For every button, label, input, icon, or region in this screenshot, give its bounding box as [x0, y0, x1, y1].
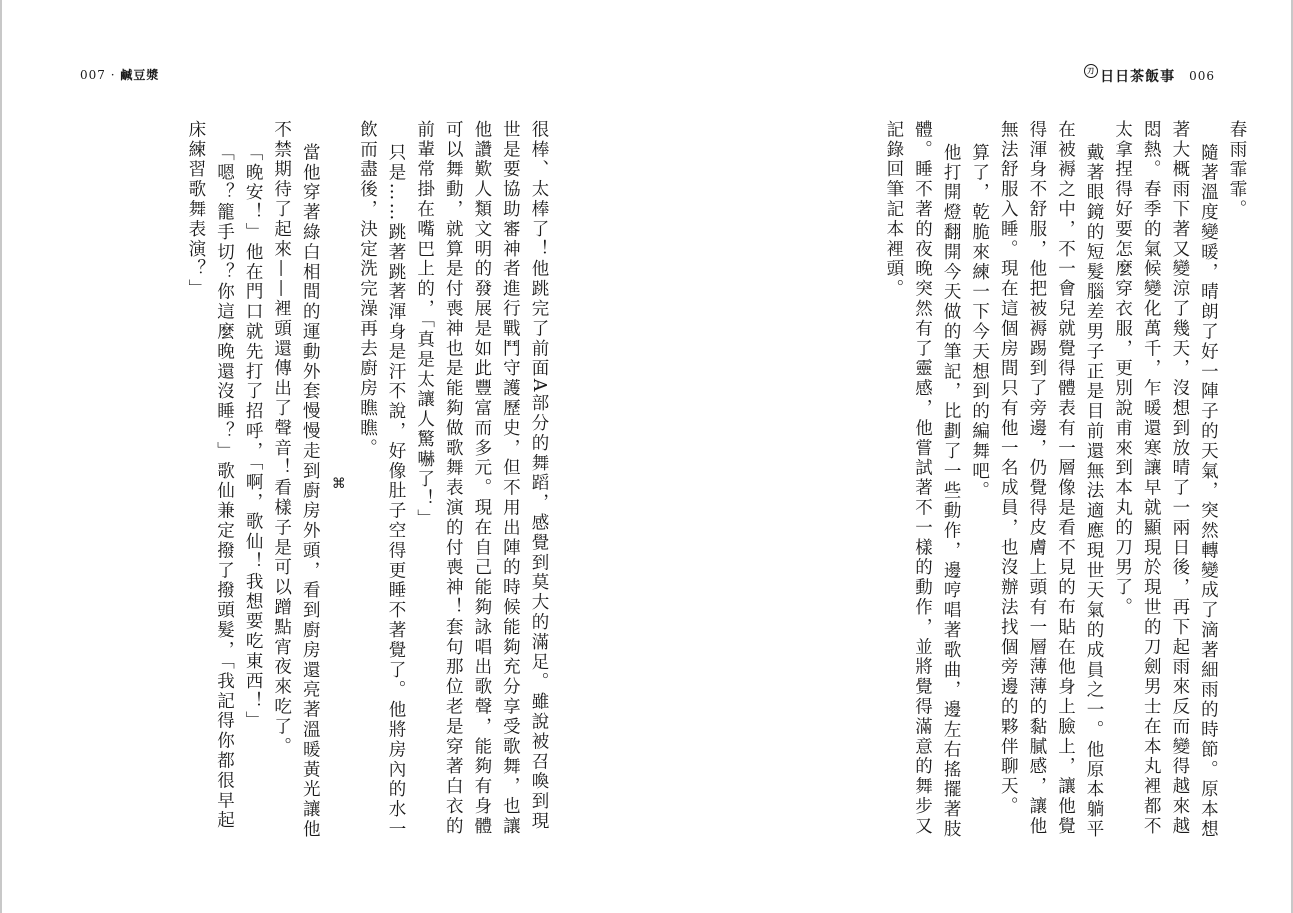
- book-logo: [1084, 66, 1175, 86]
- paragraph: 很棒、太棒了！他跳完了前面A部分的舞蹈，感覺到莫大的滿足。雖說被召喚到現世是要協助審神者進行戰鬥守護歷史，但不用出陣的時候能夠充分享受歌舞，也讓他讚歎人類文明的發展是如此豐富而多元。現在自己能夠詠唱出歌聲，能夠有身體可以舞動，就算是付喪神也是能夠做歌舞表演的付喪神！套句那位老是穿著白衣的前輩常掛在嘴巴上的，「真是太讓人驚嚇了！」: [414, 120, 549, 837]
- right-page: [646, 0, 1291, 913]
- paragraph: 「嗯？籠手切？你這麼晚還沒睡？」歌仙兼定撥了撥頭髮，「我記得你都很早起床練習歌舞表演？」: [185, 120, 235, 831]
- paragraph: 隨著溫度變暖，晴朗了好一陣子的天氣，突然轉變成了滴著細雨的時節。原本想著大概雨下著又變涼了幾天，沒想到放晴了一兩日後，再下起雨來反而變得越來越悶熱。春季的氣候變化萬千，乍暖還寒讓早就顯現於現世的刀劍男士在本丸裡都不太拿捏得好要怎麼穿衣服，更別說甫來到本丸的刀男了。: [1112, 120, 1219, 840]
- paragraph: 當他穿著綠白相間的運動外套慢慢走到廚房外頭，看到廚房還亮著溫暖黃光讓他不禁期待了起來——裡頭還傳出了聲音！看樣子是可以蹭點宵夜來吃了。: [271, 120, 321, 840]
- paragraph: 「晚安！」他在門口就先打了招呼，「啊，歌仙！我想要吃東西！」: [243, 142, 264, 731]
- header-separator: ·: [110, 68, 116, 82]
- logo-text: 日日茶飯事: [1100, 69, 1176, 85]
- paragraph: 算了，乾脆來練一下今天想到的編舞吧。: [969, 142, 990, 501]
- right-page-body: [849, 120, 1251, 850]
- left-page-header: [80, 66, 159, 83]
- right-page-header: [1084, 66, 1215, 86]
- left-page-number: 007: [80, 68, 106, 82]
- left-page: [2, 0, 645, 913]
- section-break-icon: ⌘: [330, 475, 347, 495]
- paragraph: 他打開燈翻開今天做的筆記，比劃了一些動作，邊哼唱著歌曲，邊左右搖擺著肢體。睡不著的夜晚突然有了靈感，他嘗試著不一樣的動作，並將覺得滿意的舞步又記錄回筆記本裡頭。: [883, 120, 962, 840]
- chapter-title: 鹹豆漿: [120, 68, 160, 82]
- paragraph: 只是……跳著跳著渾身是汗不說，好像肚子空得更睡不著覺了。他將房內的水一飲而盡後，決定洗完澡再去廚房瞧瞧。: [357, 120, 407, 840]
- right-page-number: 006: [1189, 69, 1215, 83]
- paragraph: 春雨霏霏。: [1227, 120, 1247, 220]
- paragraph: 戴著眼鏡的短髮腦差男子正是目前還無法適應現世天氣的成員之一。他原本躺平在被褥之中，不一會兒就覺得體表有一層像是看不見的布貼在他身上臉上，讓他覺得渾身不舒服，他把被褥踢到了旁邊，仍覺得皮膚上頭有一層薄薄的黏膩感，讓他無法舒服入睡。現在這個房間只有他一名成員，也沒辦法找個旁邊的夥伴聊天。: [998, 120, 1105, 840]
- logo-mark-icon: 刀: [1084, 64, 1098, 78]
- left-page-body: [73, 120, 553, 850]
